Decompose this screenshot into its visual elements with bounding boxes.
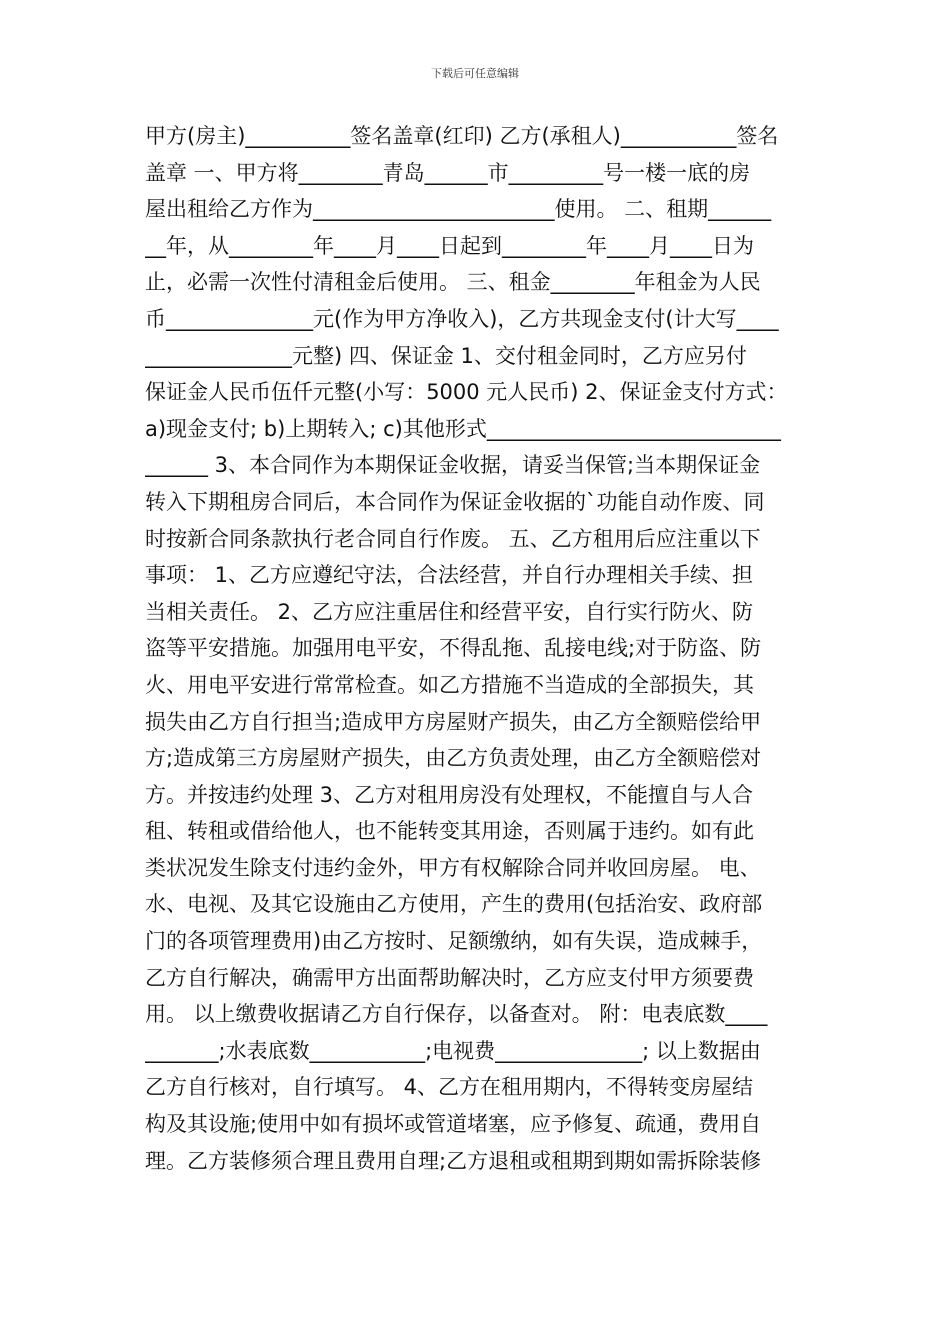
text-line: 租、转租或借给他人，也不能转变其用途，否则属于违约。如有此 [145,819,754,844]
text-line: __年，从________年____月____日起到________年____月____日为 [145,233,754,258]
text-line: ______ 3、本合同作为本期保证金收据，请妥当保管;当本期保证金 [145,453,761,478]
text-line: 乙方自行核对，自行填写。 4、乙方在租用期内，不得转变房屋结 [145,1075,754,1100]
text-line: 用。 以上缴费收据请乙方自行保存，以备查对。 附：电表底数____ [145,1002,768,1027]
text-line: a)现金支付; b)上期转入; c)其他形式____________________________ [145,416,781,441]
text-line: 损失由乙方自行担当;造成甲方房屋财产损失，由乙方全额赔偿给甲 [145,709,762,734]
text-line: 方;造成第三方房屋财产损失，由乙方负责处理，由乙方全额赔偿对 [145,746,762,771]
text-line: 水、电视、及其它设施由乙方使用，产生的费用(包括治安、政府部 [145,892,763,917]
text-line: 类状况发生除支付违约金外，甲方有权解除合同并收回房屋。 电、 [145,855,761,880]
text-line: 事项： 1、乙方应遵纪守法，合法经营，并自行办理相关手续、担 [145,563,754,588]
text-line: ______________元整) 四、保证金 1、交付租金同时，乙方应另付 [145,343,747,368]
text-line: 构及其设施;使用中如有损坏或管道堵塞，应予修复、疏通，费用自 [145,1112,762,1137]
text-line: 盖章 一、甲方将________青岛______市_________号一楼一底的房 [145,160,751,185]
text-line: 屋出租给乙方作为_______________________使用。 二、租期______ [145,197,772,222]
text-line: 保证金人民币伍仟元整(小写：5000 元人民币) 2、保证金支付方式： [145,380,788,405]
text-line: 转入下期租房合同后，本合同作为保证金收据的`功能自动作废、同 [145,489,765,514]
text-line: _______;水表底数___________;电视费______________; 以上数据由 [145,1038,761,1063]
contract-body [145,118,820,1179]
text-line: 时按新合同条款执行老合同自行作废。 五、乙方租用后应注重以下 [145,526,761,551]
text-line: 门的各项管理费用)由乙方按时、足额缴纳，如有失误，造成棘手， [145,929,763,954]
text-line: 盗等平安措施。加强用电平安，不得乱拖、乱接电线;对于防盗、防 [145,636,762,661]
text-line: 甲方(房主)__________签名盖章(红印) 乙方(承租人)___________签名 [145,124,779,148]
text-line: 当相关责任。 2、乙方应注重居住和经营平安，自行实行防火、防 [145,599,754,624]
text-line: 乙方自行解决，确需甲方出面帮助解决时，乙方应支付甲方须要费 [145,965,754,990]
text-line: 理。乙方装修须合理且费用自理;乙方退租或租期到期如需拆除装修 [145,1148,762,1173]
text-line: 币______________元(作为甲方净收入)，乙方共现金支付(计大写____ [145,306,779,331]
text-line: 止，必需一次性付清租金后使用。 三、租金________年租金为人民 [145,270,761,295]
page-header: 下载后可任意编辑 [431,67,519,80]
text-line: 方。并按违约处理 3、乙方对租用房没有处理权，不能擅自与人合 [145,782,754,807]
text-line: 火、用电平安进行常常检查。如乙方措施不当造成的全部损失，其 [145,672,754,697]
